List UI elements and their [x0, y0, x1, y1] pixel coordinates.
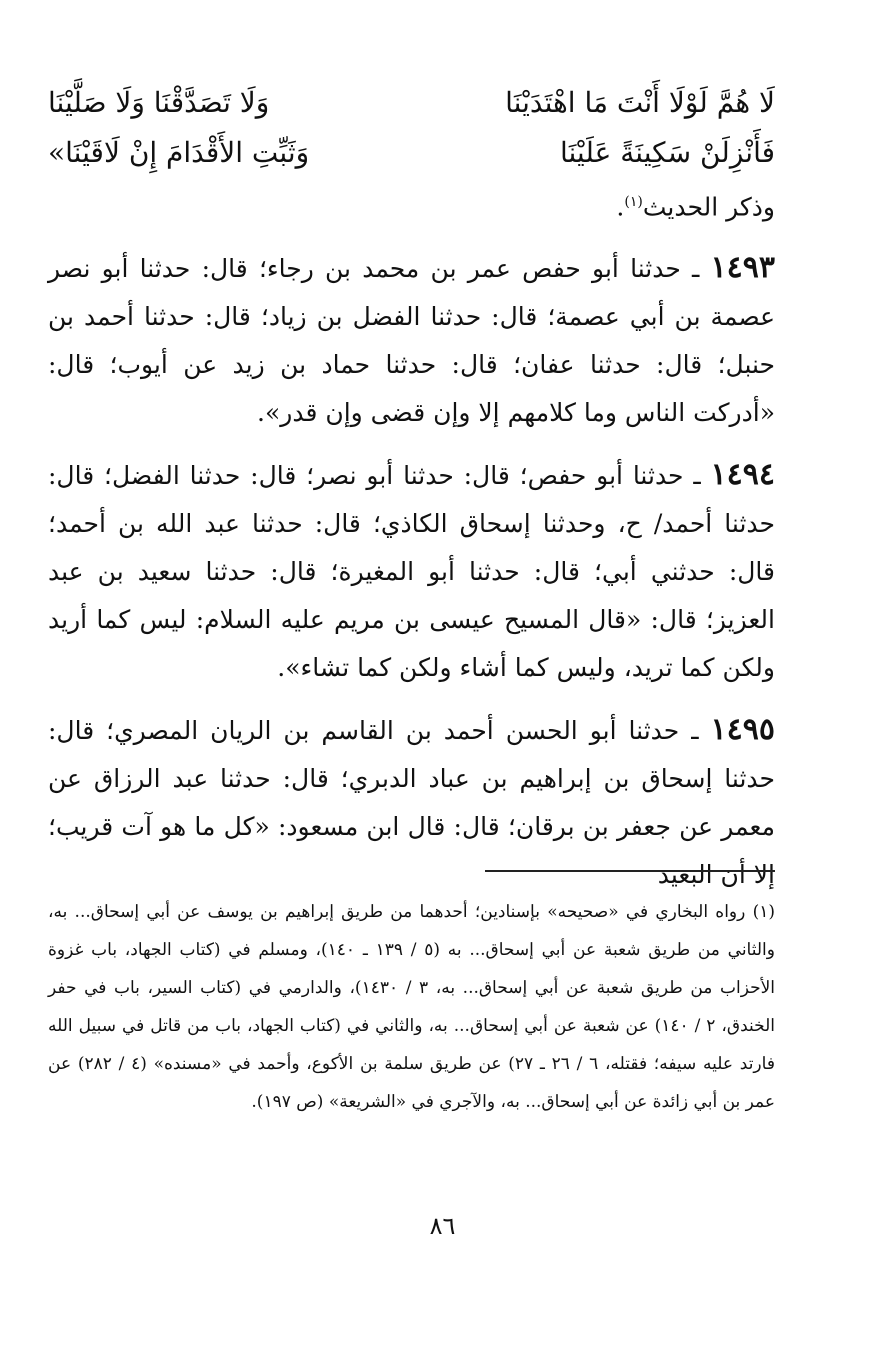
- hadith-list: [48, 244, 775, 913]
- hadith-text: ـ حدثنا أبو حفص عمر بن محمد بن رجاء؛ قال: حدثنا أبو نصر عصمة بن أبي عصمة؛ قال: حدثنا الفضل بن زياد؛ قال: حدثنا أحمد بن حنبل؛ قال: حدثنا عفان؛ قال: حدثنا حماد بن زيد عن أيوب؛ قال: «أدركت الناس وما كلامهم إلا وإن قضى وإن قدر».: [48, 254, 775, 427]
- footnote-text: (١) رواه البخاري في «صحيحه» بإسنادين؛ أحدهما من طريق إبراهيم بن يوسف عن أبي إسحاق... به، والثاني من طريق شعبة عن أبي إسحاق... به (٥ / ١٣٩ ـ ١٤٠)، ومسلم في (كتاب الجهاد، باب غزوة الأحزاب من طريق شعبة عن أبي إسحاق... به، ٣ / ١٤٣٠)، والدارمي في (كتاب السير، باب في حفر الخندق، ٢ / ١٤٠) عن شعبة عن أبي إسحاق... به، والثاني في (كتاب الجهاد، باب من قاتل في سبيل الله فارتد عليه سيفه؛ فقتله، ٦ / ٢٦ ـ ٢٧) عن طريق سلمة بن الأكوع، وأحمد في «مسنده» (٤ / ٢٨٢) عن عمر بن أبي زائدة عن أبي إسحاق... به، والآجري في «الشريعة» (ص ١٩٧).: [48, 902, 776, 1112]
- verse-closing-line: [616, 182, 775, 227]
- hadith-text: ـ حدثنا أبو حفص؛ قال: حدثنا أبو نصر؛ قال: حدثنا الفضل؛ قال: حدثنا أحمد/ ح، وحدثنا إسحاق الكاذي؛ قال: حدثنا عبد الله بن أحمد؛ قال: حدثني أبي؛ قال: حدثنا أبو المغيرة؛ قال: حدثنا سعيد بن عبد العزيز؛ قال: «قال المسيح عيسى بن مريم عليه السلام: ليس كما أريد ولكن كما تريد، وليس كما أشاء ولكن كما تشاء».: [48, 461, 775, 682]
- verse-first-hemistich: لَا هُمَّ لَوْلَا أَنْتَ مَا اهْتَدَيْنَا: [505, 86, 775, 119]
- hadith-number: ١٤٩٥: [710, 712, 775, 747]
- page-number: ٨٦: [429, 1212, 456, 1240]
- verse-line: [48, 78, 775, 128]
- hadith-paragraph: [48, 451, 775, 692]
- closing-text: وذكر الحديث: [642, 192, 775, 222]
- footnote-section: [48, 893, 775, 1121]
- closing-end: .: [616, 192, 625, 222]
- verse-second-hemistich: وَثَبِّتِ الأَقْدَامَ إِنْ لَاقَيْنَا»: [48, 136, 310, 169]
- hadith-number: ١٤٩٤: [710, 457, 775, 492]
- verse-second-hemistich: وَلَا تَصَدَّقْنَا وَلَا صَلَّيْنَا: [48, 86, 270, 119]
- hadith-number: ١٤٩٣: [710, 250, 775, 285]
- poetry-verse: [48, 78, 775, 178]
- footnote-marker: (١): [624, 194, 643, 210]
- verse-line: [48, 128, 775, 178]
- verse-first-hemistich: فَأَنْزِلَنْ سَكِينَةً عَلَيْنَا: [559, 136, 775, 169]
- hadith-paragraph: [48, 244, 775, 437]
- footnote-divider: [485, 870, 775, 872]
- hadith-text: ـ حدثنا أبو الحسن أحمد بن القاسم بن الريان المصري؛ قال: حدثنا إسحاق بن إبراهيم بن عباد الدبري؛ قال: حدثنا عبد الرزاق عن معمر عن جعفر بن برقان؛ قال: قال ابن مسعود: «كل ما هو آت قريب؛ إلا أن البعيد: [48, 716, 775, 889]
